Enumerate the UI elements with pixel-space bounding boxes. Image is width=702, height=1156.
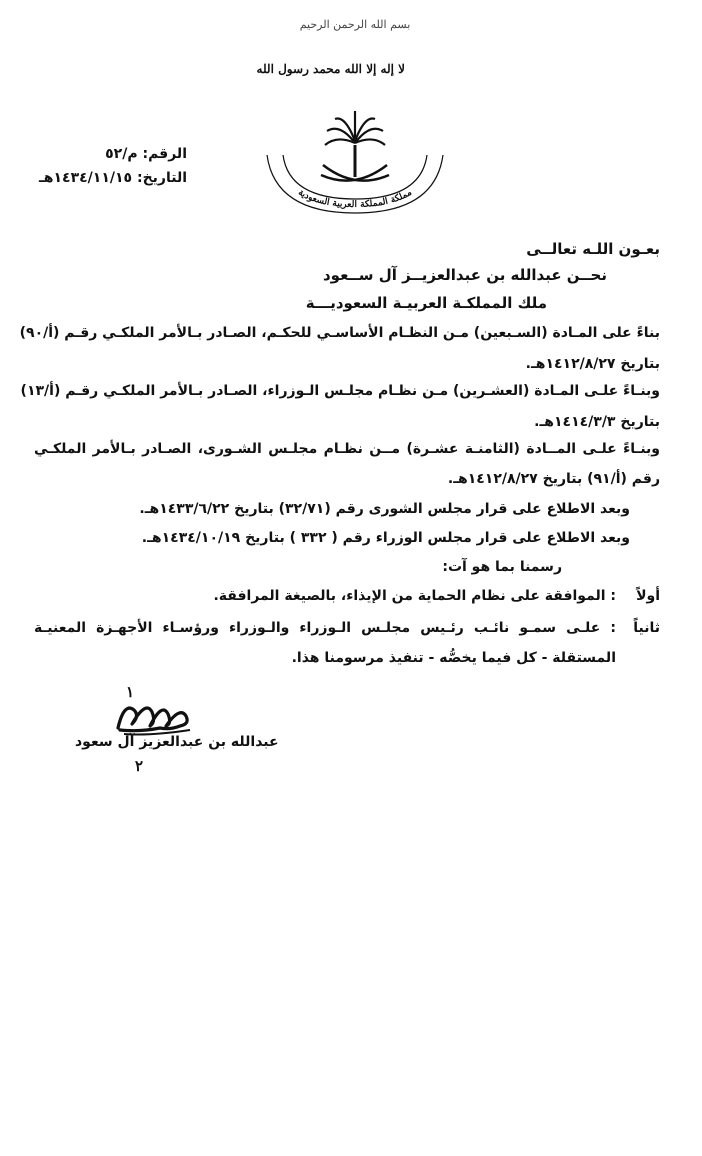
clause-2-number: ثانياً: [633, 620, 660, 636]
clause-2-line-2: المستقلة - كل فيما يخصُّه - تنفيذ مرسومنا هذا.: [291, 650, 616, 666]
paragraph-3-line-1: وبنـاءً علـى المــادة (الثامنـة عشـرة) مــن نظـام مجلـس الشـورى، الصـادر بـالأمر الملكـي: [34, 441, 660, 457]
basmala: بسم الله الرحمن الرحيم: [299, 18, 411, 31]
reference-number: الرقم: م/٥٢: [105, 146, 187, 162]
signature-mark-top: ١: [126, 683, 135, 701]
paragraph-5: وبعد الاطلاع على قرار مجلس الوزراء رقم ( ٣٣٢ ) بتاريخ ١٤٣٤/١٠/١٩هـ.: [141, 530, 630, 546]
signature-mark-bottom: ٢: [135, 757, 144, 775]
paragraph-1-line-1: بناءً على المـادة (السـبعين) مـن النظـام الأساسـي للحكـم، الصـادر بـالأمر الملكـي رقـم (أ/٩٠): [19, 325, 660, 341]
emblem-text: مملكة المملكة العربية السعودية: [296, 187, 414, 211]
clause-1-text: : الموافقة على نظام الحماية من الإيذاء، بالصيغة المرافقة.: [213, 588, 616, 604]
paragraph-4: وبعد الاطلاع على قرار مجلس الشورى رقم (٣٢/٧١) بتاريخ ١٤٣٣/٦/٢٢هـ.: [139, 501, 630, 517]
paragraph-1-line-2: بتاريخ ١٤١٢/٨/٢٧هـ.: [525, 356, 660, 372]
invocation: بعـون اللـه تعالــى: [526, 240, 660, 258]
paragraph-2-line-1: وبنـاءً علـى المـادة (العشـرين) مـن نظـام مجلـس الـوزراء، الصـادر بـالأمر الملكـي رقـم (أ/١٣): [20, 383, 660, 399]
signatory-name: عبدالله بن عبدالعزيز آل سعود: [75, 734, 279, 750]
paragraph-2-line-2: بتاريخ ١٤١٤/٣/٣هـ.: [534, 414, 660, 430]
shahada-text: لا إله إلا الله محمد رسول الله: [256, 62, 405, 76]
clause-2-line-1: : علـى سمـو نائـب رئـيس مجلـس الـوزراء والـوزراء ورؤسـاء الأجهـزة المعنيـة: [34, 620, 616, 636]
document-date: التاريخ: ١٤٣٤/١١/١٥هـ: [39, 170, 187, 186]
king-name: نحــن عبدالله بن عبدالعزيــز آل ســعود: [322, 266, 607, 284]
saudi-emblem-icon: [255, 105, 455, 215]
clause-1-number: أولاً: [636, 588, 660, 604]
handwritten-signature-icon: [110, 690, 200, 740]
decree-statement: رسمنا بما هو آت:: [442, 559, 562, 575]
king-title: ملك المملكـة العربيـة السعوديـــة: [305, 294, 547, 312]
paragraph-3-line-2: رقم (أ/٩١) بتاريخ ١٤١٢/٨/٢٧هـ.: [447, 471, 660, 487]
